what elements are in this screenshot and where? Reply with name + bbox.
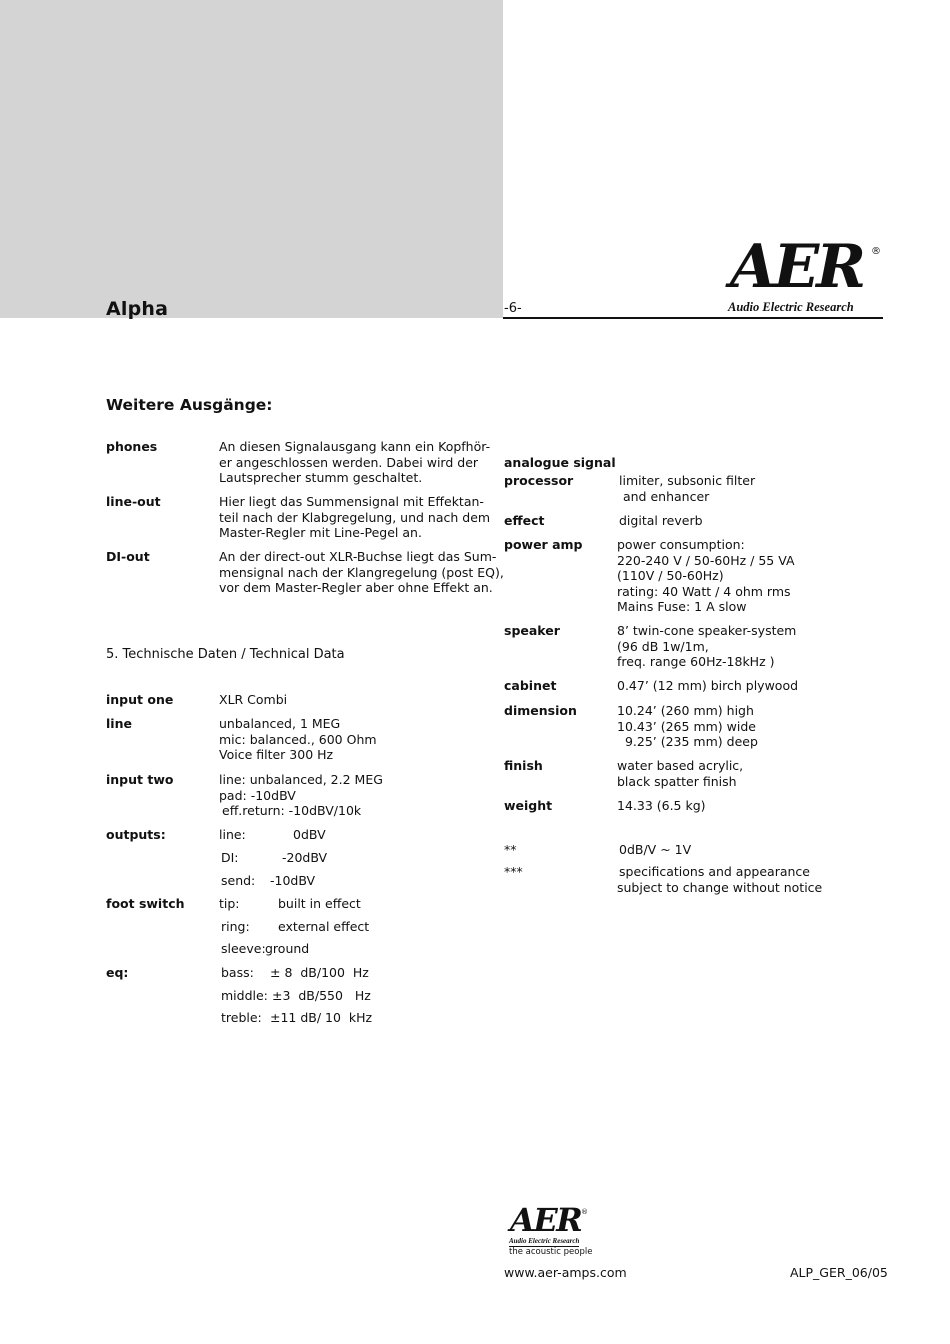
spec-key: sleeve: [221, 941, 266, 956]
text-line: specifications and appearance [619, 864, 810, 879]
text-line: freq. range 60Hz-18kHz ) [617, 654, 775, 669]
spec-value [617, 703, 758, 750]
text-line: pad: -10dBV [219, 787, 296, 803]
text-line: rating: 40 Watt / 4 ohm rms [617, 583, 791, 599]
aer-footer-logo [508, 1201, 598, 1258]
output-description [219, 494, 490, 541]
spec-value: digital reverb [619, 513, 703, 528]
footnote-text: 0dB/V ~ 1V [619, 842, 692, 857]
header-gray-block [0, 0, 503, 318]
text-line: black spatter finish [617, 773, 737, 789]
text-line: Master-Regler mit Line-Pegel an. [219, 525, 422, 540]
spec-key: middle: [221, 988, 268, 1003]
text-line: mic: balanced., 600 Ohm [219, 731, 377, 747]
spec-label: cabinet [504, 678, 557, 693]
page-number: -6- [504, 301, 522, 316]
spec-value: -20dBV [282, 850, 328, 865]
output-description [219, 439, 490, 486]
output-label: DI-out [106, 549, 150, 564]
text-line: 220-240 V / 50-60Hz / 55 VA [617, 552, 795, 568]
spec-label: power amp [504, 537, 583, 552]
text-line: er angeschlossen werden. Dabei wird der [219, 454, 479, 470]
text-line: Voice filter 300 Hz [219, 747, 334, 762]
spec-label: processor [504, 473, 574, 488]
logo-wordmark: AER [730, 232, 864, 302]
footnote-text [617, 864, 822, 895]
text-line: 10.24’ (260 mm) high [617, 703, 754, 718]
text-line: (96 dB 1w/1m, [617, 638, 709, 654]
spec-value [219, 716, 377, 763]
spec-key: send: [221, 873, 256, 888]
footnote-marker: *** [504, 864, 523, 879]
text-line: and enhancer [619, 488, 710, 504]
footnote-marker: ** [504, 842, 517, 857]
spec-label: input one [106, 692, 174, 707]
text-line: 8’ twin-cone speaker-system [617, 623, 797, 638]
spec-label: input two [106, 772, 174, 787]
output-label: phones [106, 439, 158, 454]
model-title: Alpha [106, 298, 169, 320]
spec-label: eq: [106, 965, 129, 980]
spec-value: ± 8 dB/100 Hz [270, 965, 369, 980]
spec-key: DI: [221, 850, 239, 865]
spec-label: dimension [504, 703, 577, 718]
spec-label: foot switch [106, 896, 185, 911]
text-line: power consumption: [617, 537, 745, 552]
text-line: unbalanced, 1 MEG [219, 716, 341, 731]
spec-value: -10dBV [270, 873, 316, 888]
outputs-section-title: Weitere Ausgänge: [106, 396, 273, 414]
spec-value [617, 758, 743, 789]
spec-key: treble: [221, 1010, 262, 1025]
text-line: eff.return: -10dBV/10k [222, 803, 362, 818]
logo-subtitle: Audio Electric Research [728, 300, 854, 314]
spec-label: line [106, 716, 132, 731]
spec-label: weight [504, 798, 553, 813]
text-line: (110V / 50-60Hz) [617, 568, 724, 583]
spec-label: effect [504, 513, 545, 528]
spec-value: built in effect [278, 896, 361, 911]
text-line: An diesen Signalausgang kann ein Kopfhör- [219, 439, 491, 454]
spec-value: ±3 dB/550 Hz [272, 988, 371, 1003]
header-rule [503, 317, 883, 319]
text-line: 10.43’ (265 mm) wide [617, 718, 756, 734]
logo-registered: ® [871, 246, 881, 257]
text-line: mensignal nach der Klangregelung (post EQ), [219, 564, 504, 580]
spec-label: outputs: [106, 827, 166, 842]
output-description [219, 549, 504, 596]
spec-value [617, 623, 796, 670]
spec-value: 0.47’ (12 mm) birch plywood [617, 678, 799, 693]
text-line: An der direct-out XLR-Buchse liegt das Sum- [219, 549, 497, 564]
spec-key: ring: [221, 919, 250, 934]
text-line: Lautsprecher stumm geschaltet. [219, 470, 423, 485]
spec-value [219, 772, 383, 819]
spec-value: 0dBV [293, 827, 326, 842]
spec-value [219, 692, 287, 708]
footer-url[interactable]: www.aer-amps.com [504, 1265, 627, 1280]
spec-value: 14.33 (6.5 kg) [617, 798, 706, 813]
text-line: water based acrylic, [617, 758, 744, 773]
text-line: limiter, subsonic filter [619, 473, 756, 488]
text-line: subject to change without notice [617, 879, 823, 895]
logo-subtitle: Audio Electric Research [509, 1237, 580, 1245]
output-label: line-out [106, 494, 161, 509]
spec-key: bass: [221, 965, 254, 980]
text-line: Hier liegt das Summensignal mit Effektan- [219, 494, 484, 509]
spec-label: speaker [504, 623, 560, 638]
spec-value [617, 537, 795, 615]
spec-label: analogue signal [504, 455, 616, 470]
spec-key: line: [219, 827, 246, 842]
spec-value: ±11 dB/ 10 kHz [270, 1010, 373, 1025]
spec-label: finish [504, 758, 543, 773]
spec-value: external effect [278, 919, 370, 934]
text-line: vor dem Master-Regler aber ohne Effekt an. [219, 580, 493, 595]
spec-value: ground [265, 941, 310, 956]
spec-value [619, 473, 755, 504]
logo-tagline: the acoustic people [509, 1247, 593, 1257]
text-line: 9.25’ (235 mm) deep [617, 734, 758, 749]
text-line: line: unbalanced, 2.2 MEG [219, 772, 383, 787]
text-line: XLR Combi [219, 692, 288, 707]
logo-registered: ® [581, 1208, 588, 1216]
text-line: Mains Fuse: 1 A slow [617, 599, 747, 614]
spec-key: tip: [219, 896, 240, 911]
aer-logo [728, 232, 888, 316]
logo-wordmark: AER [510, 1201, 582, 1239]
text-line: teil nach der Klabgregelung, und nach dem [219, 509, 491, 525]
footer-doc-code: ALP_GER_06/05 [790, 1265, 888, 1280]
tech-section-title: 5. Technische Daten / Technical Data [106, 647, 345, 662]
